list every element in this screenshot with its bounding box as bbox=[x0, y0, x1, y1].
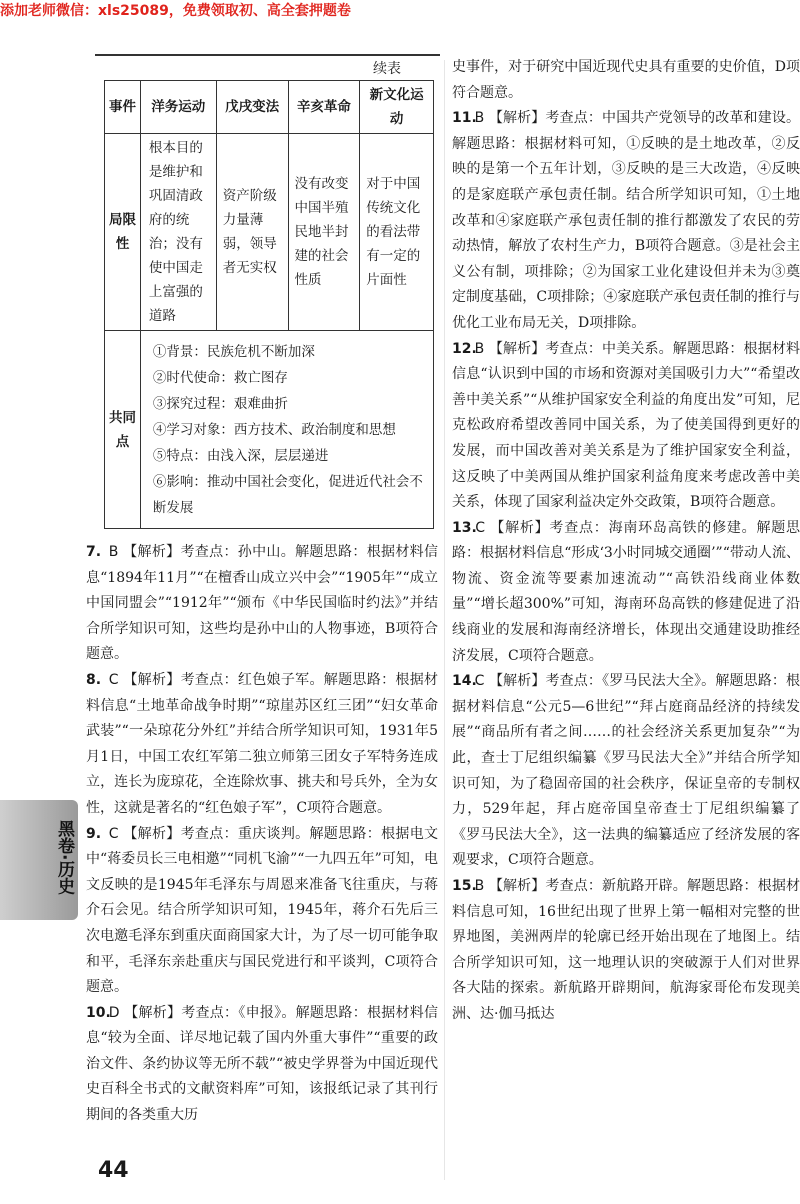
answer-item bbox=[452, 337, 800, 516]
question-number: 15. bbox=[452, 878, 477, 894]
answer-letter: B bbox=[474, 110, 485, 127]
explanation-text: 【解析】考查点：《申报》。解题思路：根据材料信息“较为全面、详尽地记载了国内外重大事件”“重要的政治文件、条约协议等无所不载”“被史学界誉为中国近现代史百科全书式的文献资料库”可知，该报纸记录了其刊行期间的各类重大历 bbox=[86, 1004, 439, 1124]
question-number: 14. bbox=[452, 673, 477, 690]
explanation-text: 【解析】考查点：中国共产党领导的改革和建设。解题思路：根据材料可知，①反映的是土地改革，②反映的是第一个五年计划，③反映的是三大改造，④反映的是家庭联产承包责任制。结合所学知识可知，①土地改革和④家庭联产承包责任制的推行都激发了农民的劳动热情，解放了农村生产力，B项符合题意。③是社会主义公有制，项排除；②为国家工业化建设但并未为③奠定制度基础，C项排除；④家庭联产承包责任制的推行与优化工业布局无关，D项排除。 bbox=[452, 110, 800, 331]
table-header-cell: 戊戌变法 bbox=[216, 81, 288, 134]
answer-item bbox=[86, 822, 438, 1001]
common-points-cell bbox=[140, 331, 433, 529]
table-cell: 资产阶级力量薄弱，领导者无实权 bbox=[216, 134, 288, 331]
common-point: ①背景：民族危机不断加深 bbox=[152, 343, 315, 360]
answer-letter: C bbox=[474, 673, 485, 690]
answer-letter: B bbox=[474, 340, 485, 357]
page-number: 44 bbox=[98, 1158, 129, 1183]
answer-letter: C bbox=[108, 671, 119, 688]
answer-letter: B bbox=[474, 878, 485, 894]
answer-item bbox=[452, 669, 800, 874]
table-cell: 没有改变中国半殖民地半封建的社会性质 bbox=[288, 134, 360, 331]
explanation-text: 史事件，对于研究中国近现代史具有重要的史价值，D项符合题意。 bbox=[452, 59, 800, 101]
common-point: ⑥影响：推动中国社会变化，促进近代社会不断发展 bbox=[152, 473, 423, 516]
question-number: 9. bbox=[86, 825, 102, 842]
answer-item-continued bbox=[452, 55, 800, 106]
table-cell: 根本目的是维护和巩固清政府的统治；没有使中国走上富强的道路 bbox=[140, 134, 216, 331]
common-point: ③探究过程：艰难曲折 bbox=[152, 395, 288, 412]
row-label: 局限性 bbox=[105, 134, 141, 331]
common-point: ④学习对象：西方技术、政治制度和思想 bbox=[152, 421, 396, 438]
explanation-text: 【解析】考查点：中美关系。解题思路：根据材料信息“认识到中国的市场和资源对美国吸引力大”“希望改善中美关系”“从维护国家安全利益的角度出发”可知，尼克松政府希望改善同中国关系，为了使美国得到更好的发展，而中国改善对美关系是为了维护国家安全利益，这反映了中美两国从维护国家利益角度来考虑改善中美关系，体现了国家利益决定外交政策，B项符合题意。 bbox=[452, 340, 800, 511]
top-rule bbox=[95, 54, 440, 56]
explanation-text: 【解析】考查点：孙中山。解题思路：根据材料信息“1894年11月”“在檀香山成立兴中会”“1905年”“成立中国同盟会”“1912年”“颁布《中华民国临时约法》”并结合所学知识可知，这些均是孙中山的人物事迹，B项符合题意。 bbox=[86, 544, 439, 663]
table-header-cell: 事件 bbox=[105, 81, 141, 134]
row-label: 共同点 bbox=[105, 331, 141, 529]
explanation-text: 【解析】考查点：新航路开辟。解题思路：根据材料信息可知，16世纪出现了世界上第一幅相对完整的世界地图，美洲两岸的轮廓已经开始出现在了地图上。结合所学知识可知，这一地理认识的突破源于人们对世界各大陆的探索。新航路开辟期间，航海家哥伦布发现美洲、达·伽马抵达 bbox=[452, 878, 800, 1022]
common-point: ②时代使命：救亡图存 bbox=[152, 369, 288, 386]
explanation-text: 【解析】考查点：重庆谈判。解题思路：根据电文中“蒋委员长三电相邀”“同机飞渝”“一九四五年”可知，电文反映的是1945年毛泽东与周恩来准备飞往重庆，与蒋介石会见。结合所学知识可知，1945年，蒋介石先后三次电邀毛泽东到重庆面商国家大计，为了尽一切可能争取和平，毛泽东亲赴重庆与国民党进行和平谈判，C项符合题意。 bbox=[86, 825, 439, 996]
answer-letter: C bbox=[108, 825, 119, 842]
table-caption: 续表 bbox=[373, 61, 401, 77]
question-number: 7. bbox=[86, 544, 102, 560]
explanation-text: 【解析】考查点：《罗马民法大全》。解题思路：根据材料信息“公元5—6世纪”“拜占庭商品经济的持续发展”“商品所有者之间……的社会经济关系更加复杂”“为此，查士丁尼组织编纂《罗马民法大全》”并结合所学知识可知，为了稳固帝国的社会秩序，保证皇帝的专制权力，529年起，拜占庭帝国皇帝查士丁尼组织编纂了《罗马民法大全》，这一法典的编纂适应了经济发展的客观要求，C项符合题意。 bbox=[452, 673, 800, 869]
question-number: 11. bbox=[452, 110, 477, 127]
answer-item bbox=[86, 540, 438, 668]
right-column bbox=[452, 55, 800, 1028]
left-column bbox=[86, 540, 438, 1129]
answer-item bbox=[452, 516, 800, 670]
promo-banner: 添加老师微信：xls25089，免费领取初、高全套押题卷 bbox=[0, 3, 351, 19]
table-row-limitation bbox=[105, 134, 434, 331]
column-divider bbox=[444, 60, 445, 1180]
answer-item bbox=[86, 1001, 438, 1129]
table-cell: 对于中国传统文化的看法带有一定的片面性 bbox=[360, 134, 434, 331]
answer-item bbox=[452, 106, 800, 336]
table-header-row bbox=[105, 81, 434, 134]
explanation-text: 【解析】考查点：海南环岛高铁的修建。解题思路：根据材料信息“形成‘3小时同城交通圈’”“带动人流、物流、资金流等要素加速流动”“高铁沿线商业体数量”“增长超300%”可知，海南环岛高铁的修建促进了沿线商业的发展和海南经济增长，体现出交通建设助推经济发展，C项符合题意。 bbox=[452, 519, 800, 664]
question-number: 10. bbox=[86, 1004, 111, 1021]
table-header-cell: 新文化运动 bbox=[360, 81, 434, 134]
explanation-text: 【解析】考查点：红色娘子军。解题思路：根据材料信息“土地革命战争时期”“琼崖苏区红三团”“妇女革命武装”“一朵琼花分外红”并结合所学知识可知，1931年5月1日，中国工农红军第二独立师第三团女子军特务连成立，连长为庞琼花，全连除炊事、挑夫和号兵外，全为女性，这就是著名的“红色娘子军”，C项符合题意。 bbox=[86, 671, 439, 816]
question-number: 8. bbox=[86, 671, 102, 688]
answer-letter: C bbox=[475, 519, 486, 536]
answer-item bbox=[452, 874, 800, 1028]
comparison-table bbox=[104, 80, 434, 529]
answer-item bbox=[86, 668, 438, 822]
answer-letter: B bbox=[108, 544, 119, 560]
question-number: 12. bbox=[452, 340, 477, 357]
answer-letter: D bbox=[108, 1004, 120, 1021]
table-header-cell: 辛亥革命 bbox=[288, 81, 360, 134]
question-number: 13. bbox=[452, 519, 477, 536]
side-tab-label: 黑卷·历史 bbox=[54, 820, 74, 895]
table-header-cell: 洋务运动 bbox=[140, 81, 216, 134]
table-row-common bbox=[105, 331, 434, 529]
common-point: ⑤特点：由浅入深，层层递进 bbox=[152, 447, 329, 464]
